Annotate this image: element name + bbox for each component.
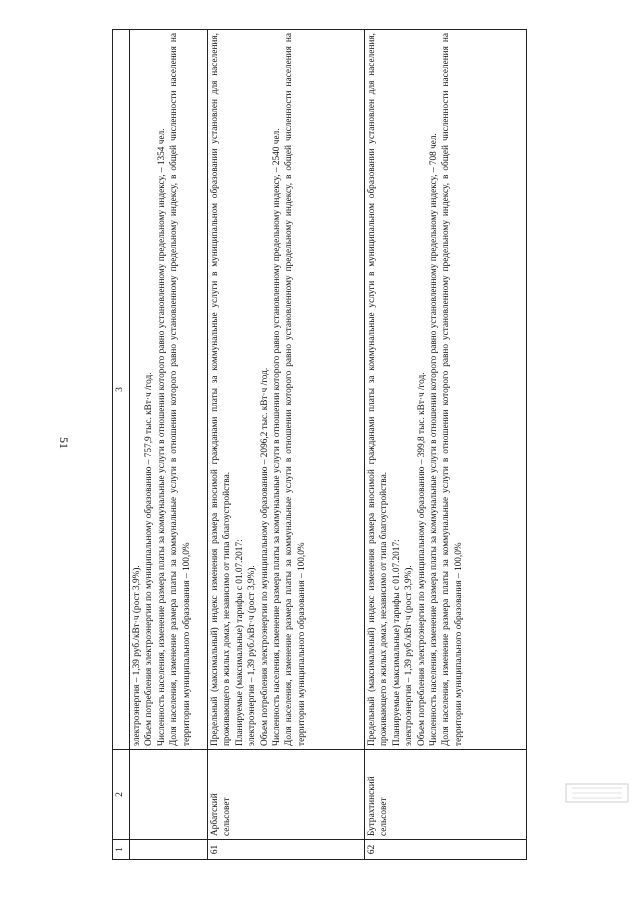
- row-description: [208, 30, 365, 750]
- table-row: [365, 30, 527, 860]
- municipality-name: Бутрахтинский сельсовет: [365, 750, 527, 840]
- description-line: Объем потребления электроэнергии по муниципальному образованию – 757,9 тыс. кВт·ч /год.: [144, 372, 155, 746]
- faint-stamp-mark: [564, 782, 630, 804]
- table-row: [130, 30, 208, 860]
- header-col-3: 3: [113, 30, 130, 750]
- description-line: Численность населения, изменение размера платы за коммунальные услуги в отношении которого равно установленному предельному индексу, – 2540 чел.: [272, 128, 283, 746]
- header-col-1: 1: [113, 840, 130, 860]
- row-number: 62: [365, 840, 527, 860]
- row-number: [130, 840, 208, 860]
- description-line: Предельный (максимальный) индекс изменения размера вносимой гражданами платы за коммунальные услуги в муниципальном образовании установлен для населения, проживающего в жилых домах, независимо от типа благоустройства.: [367, 33, 390, 746]
- description-line: электроэнергия – 1,39 руб./кВт·ч (рост 3,9%).: [404, 565, 415, 746]
- row-description: [130, 30, 208, 750]
- description-line: Предельный (максимальный) индекс изменения размера вносимой гражданами платы за коммунальные услуги в муниципальном образовании установлен для населения, проживающего в жилых домах, независимо от типа благоустройства.: [210, 33, 233, 746]
- table-header-row: [113, 30, 130, 860]
- header-col-2: 2: [113, 750, 130, 840]
- row-description: [365, 30, 527, 750]
- municipality-name: [130, 750, 208, 840]
- description-line: Доля населения, изменение размера платы за коммунальные услуги в отношении которого равно установленному предельному индексу, в общей численности населения на территории муниципального образования – 100,0%: [169, 33, 192, 746]
- description-line: Планируемые (максимальные) тарифы с 01.07.2017:: [234, 539, 245, 746]
- rotated-page-content: [112, 30, 527, 860]
- row-number: 61: [208, 840, 365, 860]
- description-line: Численность населения, изменение размера платы за коммунальные услуги в отношении которого равно установленному предельному индексу, – 708 чел.: [429, 133, 440, 746]
- description-line: электроэнергия – 1,39 руб./кВт·ч (рост 3,9%).: [247, 565, 258, 746]
- municipality-name: Арбатский сельсовет: [208, 750, 365, 840]
- description-line: Численность населения, изменение размера платы за коммунальные услуги в отношении которого равно установленному предельному индексу, – 1354 чел.: [156, 128, 167, 746]
- table-row: [208, 30, 365, 860]
- description-line: Планируемые (максимальные) тарифы с 01.07.2017:: [391, 539, 402, 746]
- description-line: Объем потребления электроэнергии по муниципальному образованию – 399,8 тыс. кВт·ч /год.: [416, 372, 427, 746]
- description-line: Объем потребления электроэнергии по муниципальному образованию – 2096,2 тыс. кВт·ч /год.: [259, 367, 270, 746]
- tariff-table: [112, 29, 527, 860]
- description-line: Доля населения, изменение размера платы за коммунальные услуги в отношении которого равно установленному предельному индексу, в общей численности населения на территории муниципального образования – 100,0%: [284, 33, 307, 746]
- page-number: 51: [57, 437, 71, 449]
- description-line: электроэнергия – 1,39 руб./кВт·ч (рост 3,9%).: [132, 565, 142, 746]
- description-line: Доля населения, изменение размера платы за коммунальные услуги в отношении которого равно установленному предельному индексу, в общей численности населения на территории муниципального образования – 100,0%: [441, 33, 464, 746]
